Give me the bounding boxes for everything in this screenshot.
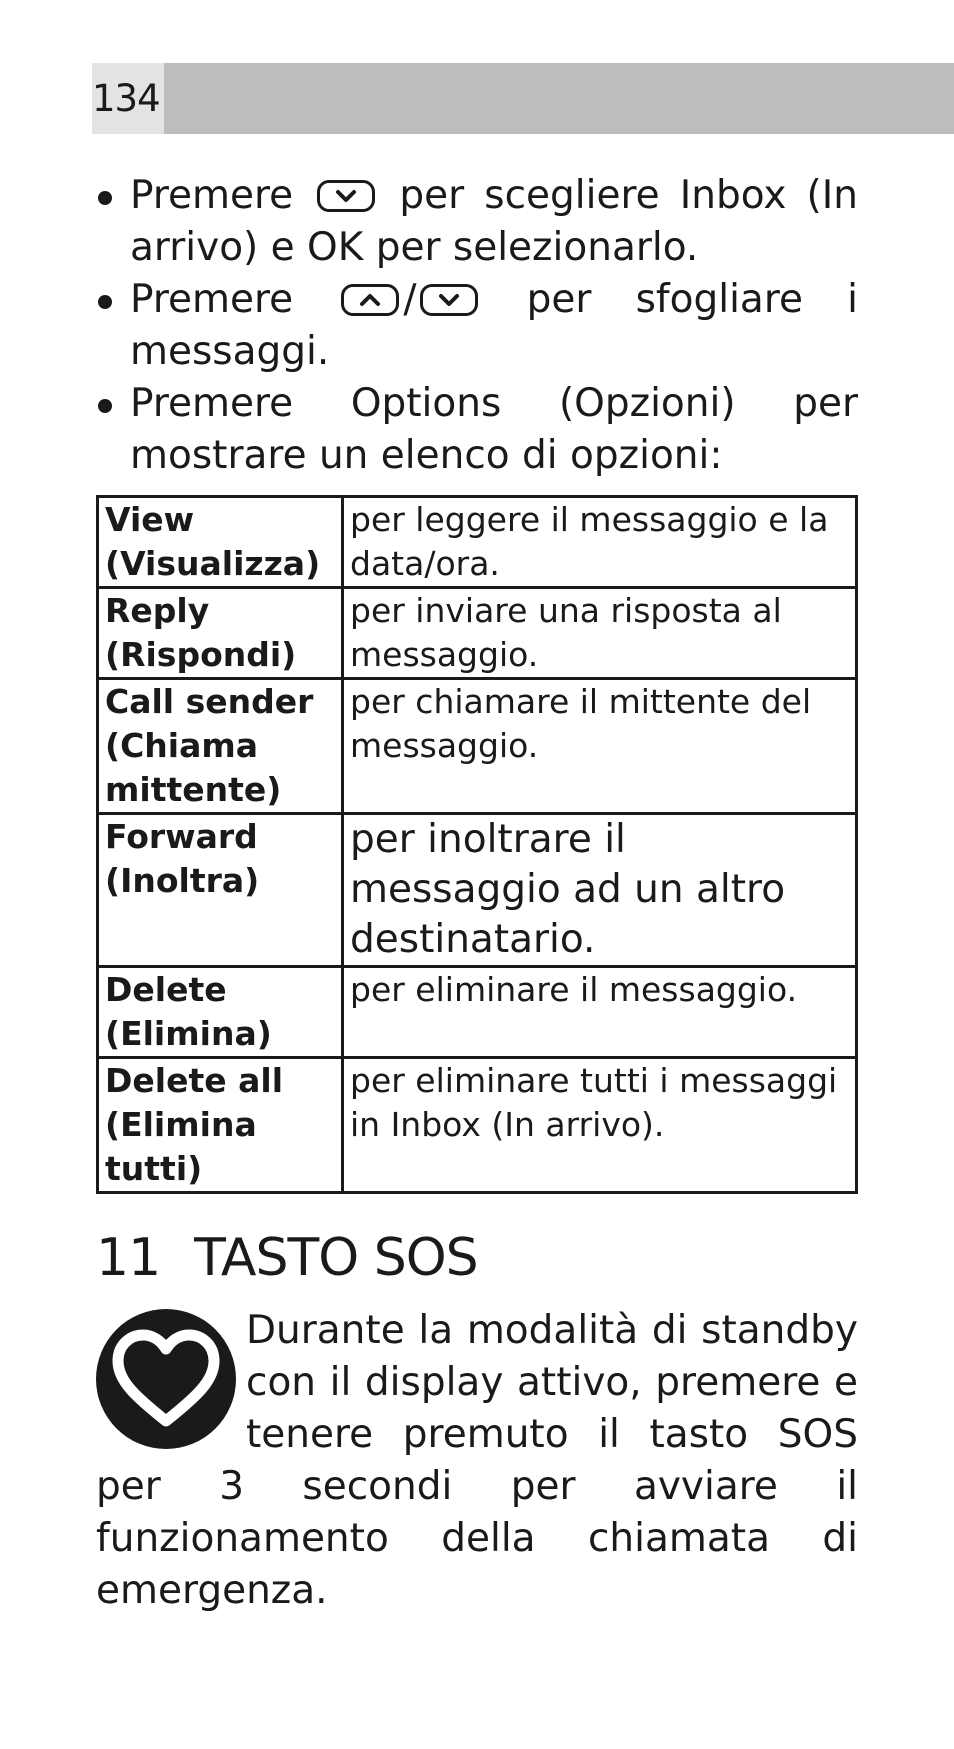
option-description: per eliminare tutti i messaggi in Inbox (In arrivo).: [343, 1058, 857, 1193]
list-item: Premere per scegliere Inbox (In arrivo) e OK per selezionarlo.: [96, 170, 858, 274]
table-row: [98, 679, 857, 814]
option-description: per leggere il messaggio e la data/ora.: [343, 497, 857, 588]
table-row: [98, 497, 857, 588]
option-description: per eliminare il messaggio.: [343, 967, 857, 1058]
option-name: View (Visualizza): [98, 497, 343, 588]
page-number: 134: [92, 63, 164, 134]
table-row: [98, 814, 857, 967]
section-title-text: TASTO SOS: [194, 1228, 478, 1288]
header-bar: [92, 63, 954, 134]
instruction-list: [96, 170, 858, 482]
option-name: Forward (Inoltra): [98, 814, 343, 967]
option-name: Reply (Rispondi): [98, 588, 343, 679]
option-description: per chiamare il mittente del messaggio.: [343, 679, 857, 814]
list-item: Premere / per sfogliare i messaggi.: [96, 274, 858, 378]
option-name: Delete all (Elimina tutti): [98, 1058, 343, 1193]
list-item: Premere Options (Opzioni) per mostrare un elenco di opzioni:: [96, 378, 858, 482]
option-description: per inviare una risposta al messaggio.: [343, 588, 857, 679]
down-key-icon: [420, 284, 478, 316]
option-name: Delete (Elimina): [98, 967, 343, 1058]
down-key-icon: [317, 180, 375, 212]
section-title: [96, 1228, 478, 1288]
table-row: [98, 588, 857, 679]
option-name: Call sender (Chiama mittente): [98, 679, 343, 814]
table-row: [98, 967, 857, 1058]
up-key-icon: [341, 284, 399, 316]
option-description: per inoltrare il messaggio ad un altro destinatario.: [343, 814, 857, 967]
options-table: [96, 495, 858, 1194]
table-row: [98, 1058, 857, 1193]
sos-description: Durante la modalità di standby con il display attivo, premere e tenere premuto il tasto SOS per 3 secondi per avviare il funzionamento della chiamata di emergenza.: [96, 1308, 858, 1613]
section-number: 11: [96, 1228, 161, 1288]
